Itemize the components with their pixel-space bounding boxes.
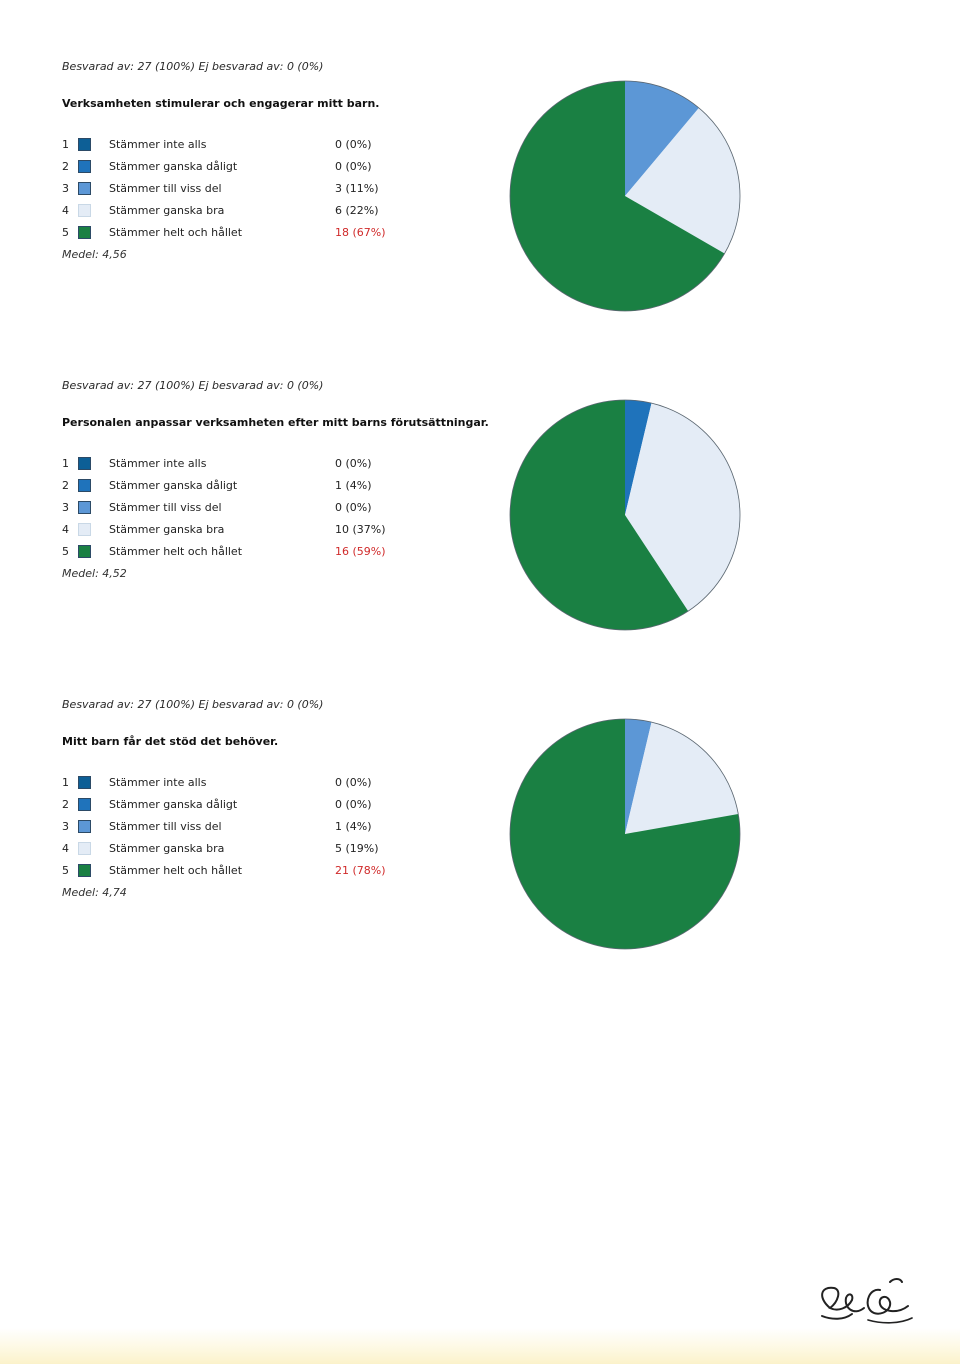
answered-count: Besvarad av: 27 (100%) Ej besvarad av: 0 (0%) — [62, 698, 324, 711]
option-number: 3 — [62, 501, 69, 514]
option-label: Stämmer inte alls — [109, 457, 207, 470]
legend-row — [62, 545, 422, 567]
option-count-highlight: 16 (59%) — [335, 545, 386, 558]
legend-row — [62, 842, 422, 864]
color-swatch — [78, 776, 91, 789]
option-label: Stämmer till viss del — [109, 182, 222, 195]
legend-row — [62, 864, 422, 886]
option-count-highlight: 18 (67%) — [335, 226, 386, 239]
legend-row — [62, 523, 422, 545]
option-count: 1 (4%) — [335, 820, 372, 833]
question-title: Verksamheten stimulerar och engagerar mitt barn. — [62, 97, 380, 110]
option-number: 1 — [62, 138, 69, 151]
legend-row — [62, 182, 422, 204]
option-count: 0 (0%) — [335, 160, 372, 173]
option-count: 1 (4%) — [335, 479, 372, 492]
answered-count: Besvarad av: 27 (100%) Ej besvarad av: 0 (0%) — [62, 60, 324, 73]
color-swatch — [78, 864, 91, 877]
option-label: Stämmer helt och hållet — [109, 545, 243, 558]
option-number: 4 — [62, 842, 69, 855]
option-count: 0 (0%) — [335, 457, 372, 470]
answer-legend — [62, 776, 422, 899]
color-swatch — [78, 842, 91, 855]
survey-section-3 — [0, 698, 960, 1018]
option-count: 10 (37%) — [335, 523, 386, 536]
legend-row — [62, 160, 422, 182]
option-label: Stämmer inte alls — [109, 138, 207, 151]
color-swatch — [78, 798, 91, 811]
legend-row — [62, 204, 422, 226]
legend-row — [62, 457, 422, 479]
paper-stain — [0, 1328, 960, 1364]
answer-legend — [62, 457, 422, 580]
color-swatch — [78, 182, 91, 195]
color-swatch — [78, 523, 91, 536]
color-swatch — [78, 501, 91, 514]
option-label: Stämmer ganska bra — [109, 523, 225, 536]
option-count: 0 (0%) — [335, 798, 372, 811]
color-swatch — [78, 226, 91, 239]
option-number: 3 — [62, 182, 69, 195]
legend-row — [62, 138, 422, 160]
mean-value: Medel: 4,52 — [62, 567, 127, 580]
option-label: Stämmer ganska dåligt — [109, 479, 238, 492]
option-count: 0 (0%) — [335, 501, 372, 514]
mean-value: Medel: 4,74 — [62, 886, 127, 899]
option-number: 2 — [62, 479, 69, 492]
color-swatch — [78, 457, 91, 470]
option-label: Stämmer till viss del — [109, 820, 222, 833]
option-number: 4 — [62, 523, 69, 536]
color-swatch — [78, 545, 91, 558]
option-count: 5 (19%) — [335, 842, 379, 855]
color-swatch — [78, 820, 91, 833]
option-count: 6 (22%) — [335, 204, 379, 217]
mean-value: Medel: 4,56 — [62, 248, 127, 261]
survey-section-1 — [0, 60, 960, 380]
option-count: 0 (0%) — [335, 138, 372, 151]
question-title: Mitt barn får det stöd det behöver. — [62, 735, 279, 748]
pie-chart — [505, 395, 745, 635]
answer-legend — [62, 138, 422, 261]
option-label: Stämmer helt och hållet — [109, 864, 243, 877]
legend-row — [62, 479, 422, 501]
option-number: 5 — [62, 226, 69, 239]
option-label: Stämmer inte alls — [109, 776, 207, 789]
option-count: 3 (11%) — [335, 182, 379, 195]
option-number: 5 — [62, 864, 69, 877]
option-number: 1 — [62, 776, 69, 789]
option-label: Stämmer helt och hållet — [109, 226, 243, 239]
legend-row — [62, 501, 422, 523]
option-label: Stämmer till viss del — [109, 501, 222, 514]
pie-chart — [505, 714, 745, 954]
option-count: 0 (0%) — [335, 776, 372, 789]
option-number: 4 — [62, 204, 69, 217]
survey-section-2 — [0, 379, 960, 699]
legend-row — [62, 226, 422, 248]
legend-row — [62, 776, 422, 798]
option-label: Stämmer ganska bra — [109, 204, 225, 217]
color-swatch — [78, 160, 91, 173]
option-number: 3 — [62, 820, 69, 833]
color-swatch — [78, 479, 91, 492]
option-number: 2 — [62, 798, 69, 811]
legend-row — [62, 820, 422, 842]
answered-count: Besvarad av: 27 (100%) Ej besvarad av: 0 (0%) — [62, 379, 324, 392]
pie-chart — [505, 76, 745, 316]
option-count-highlight: 21 (78%) — [335, 864, 386, 877]
option-number: 5 — [62, 545, 69, 558]
question-title: Personalen anpassar verksamheten efter mitt barns förutsättningar. — [62, 416, 489, 429]
color-swatch — [78, 204, 91, 217]
option-number: 2 — [62, 160, 69, 173]
option-label: Stämmer ganska bra — [109, 842, 225, 855]
legend-row — [62, 798, 422, 820]
option-label: Stämmer ganska dåligt — [109, 798, 238, 811]
color-swatch — [78, 138, 91, 151]
option-label: Stämmer ganska dåligt — [109, 160, 238, 173]
option-number: 1 — [62, 457, 69, 470]
